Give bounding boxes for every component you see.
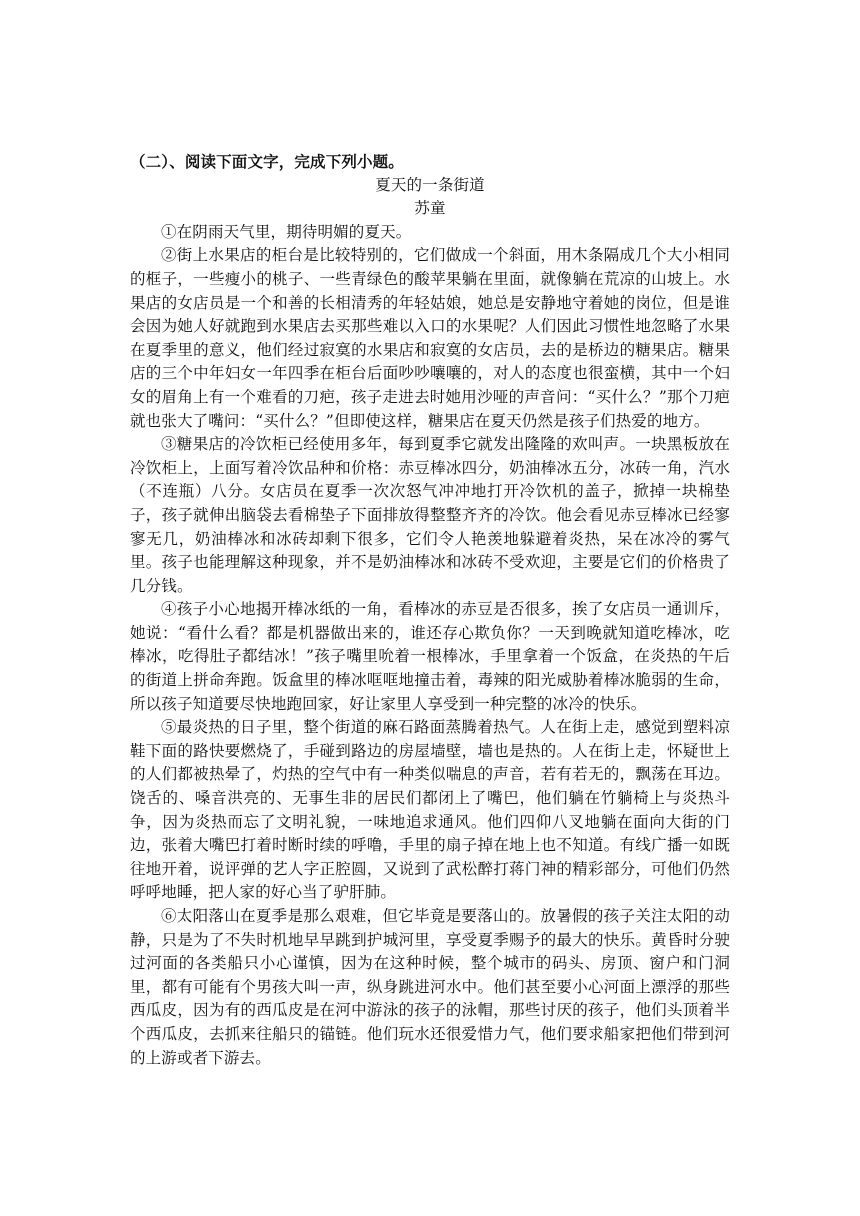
paragraph-6: ⑥太阳落山在夏季是那么艰难，但它毕竟是要落山的。放暑假的孩子关注太阳的动静，只是为了不失时机地早早跳到护城河里，享受夏季赐予的最大的快乐。黄昏时分驶过河面的各类船只小心谨慎，因为在这种时候，整个城市的码头、房顶、窗户和门洞里，都有可能有个男孩大叫一声，纵身跳进河水中。他们甚至要小心河面上漂浮的那些西瓜皮，因为有的西瓜皮是在河中游泳的孩子的泳帽，那些讨厌的孩子，他们头顶着半个西瓜皮，去抓来往船只的锚链。他们玩水还很爱惜力气，他们要求船家把他们带到河的上游或者下游去。 xyxy=(130,907,730,1067)
paragraph-5: ⑤最炎热的日子里，整个街道的麻石路面蒸腾着热气。人在街上走，感觉到塑料凉鞋下面的路快要燃烧了，手碰到路边的房屋墙壁，墙也是热的。人在街上走，怀疑世上的人们都被热晕了，灼热的空气中有一种类似喘息的声音，若有若无的，飘荡在耳边。饶舌的、嗓音洪亮的、无事生非的居民们都闭上了嘴巴，他们躺在竹躺椅上与炎热斗争，因为炎热而忘了文明礼貌，一味地追求通风。他们四仰八叉地躺在面向大街的门边，张着大嘴巴打着时断时续的呼噜，手里的扇子掉在地上也不知道。有线广播一如既往地开着，说评弹的艺人字正腔圆，又说到了武松醉打蒋门神的精彩部分，可他们仍然呼呼地睡，把人家的好心当了驴肝肺。 xyxy=(130,718,730,902)
article-title: 夏天的一条街道 xyxy=(375,175,485,194)
article-author: 苏童 xyxy=(414,199,446,218)
paragraph-1: ①在阴雨天气里，期待明媚的夏天。 xyxy=(161,222,412,241)
paragraph-4: ④孩子小心地揭开棒冰纸的一角，看棒冰的赤豆是否很多，挨了女店员一通训斥，她说：“看什么看？都是机器做出来的，谁还存心欺负你？一天到晚就知道吃棒冰，吃棒冰，吃得肚子都结冰！”孩子嘴里吮着一根棒冰，手里拿着一个饭盒，在炎热的午后的街道上拼命奔跑。饭盒里的棒冰哐哐地撞击着，毒辣的阳光威胁着棒冰脆弱的生命，所以孩子知道要尽快地跑回家，好让家里人享受到一种完整的冰冷的快乐。 xyxy=(130,600,730,713)
document-page xyxy=(130,150,730,1070)
section-heading: （二）、阅读下面文字，完成下列小题。 xyxy=(130,152,404,171)
paragraph-2: ②街上水果店的柜台是比较特别的，它们做成一个斜面，用木条隔成几个大小相同的框子，一些瘦小的桃子、一些青绿色的酸苹果躺在里面，就像躺在荒凉的山坡上。水果店的女店员是一个和善的长相清秀的年轻姑娘，她总是安静地守着她的岗位，但是谁会因为她人好就跑到水果店去买那些难以入口的水果呢？人们因此习惯性地忽略了水果在夏季里的意义，他们经过寂寞的水果店和寂寞的女店员，去的是桥边的糖果店。糖果店的三个中年妇女一年四季在柜台后面吵吵嚷嚷的，对人的态度也很蛮横，其中一个妇女的眉角上有一个难看的刀疤，孩子走进去时她用沙哑的声音问：“买什么？”那个刀疤就也张大了嘴问：“买什么？”但即使这样，糖果店在夏天仍然是孩子们热爱的地方。 xyxy=(130,246,730,430)
paragraph-3: ③糖果店的冷饮柜已经使用多年，每到夏季它就发出隆隆的欢叫声。一块黑板放在冷饮柜上，上面写着冷饮品种和价格：赤豆棒冰四分，奶油棒冰五分，冰砖一角，汽水（不连瓶）八分。女店员在夏季一次次怒气冲冲地打开冷饮机的盖子，掀掉一块棉垫子，孩子就伸出脑袋去看棉垫子下面排放得整整齐齐的冷饮。他会看见赤豆棒冰已经寥寥无几，奶油棒冰和冰砖却剩下很多，它们令人艳羡地躲避着炎热，呆在冰冷的雾气里。孩子也能理解这种现象，并不是奶油棒冰和冰砖不受欢迎，主要是它们的价格贵了几分钱。 xyxy=(130,435,730,595)
